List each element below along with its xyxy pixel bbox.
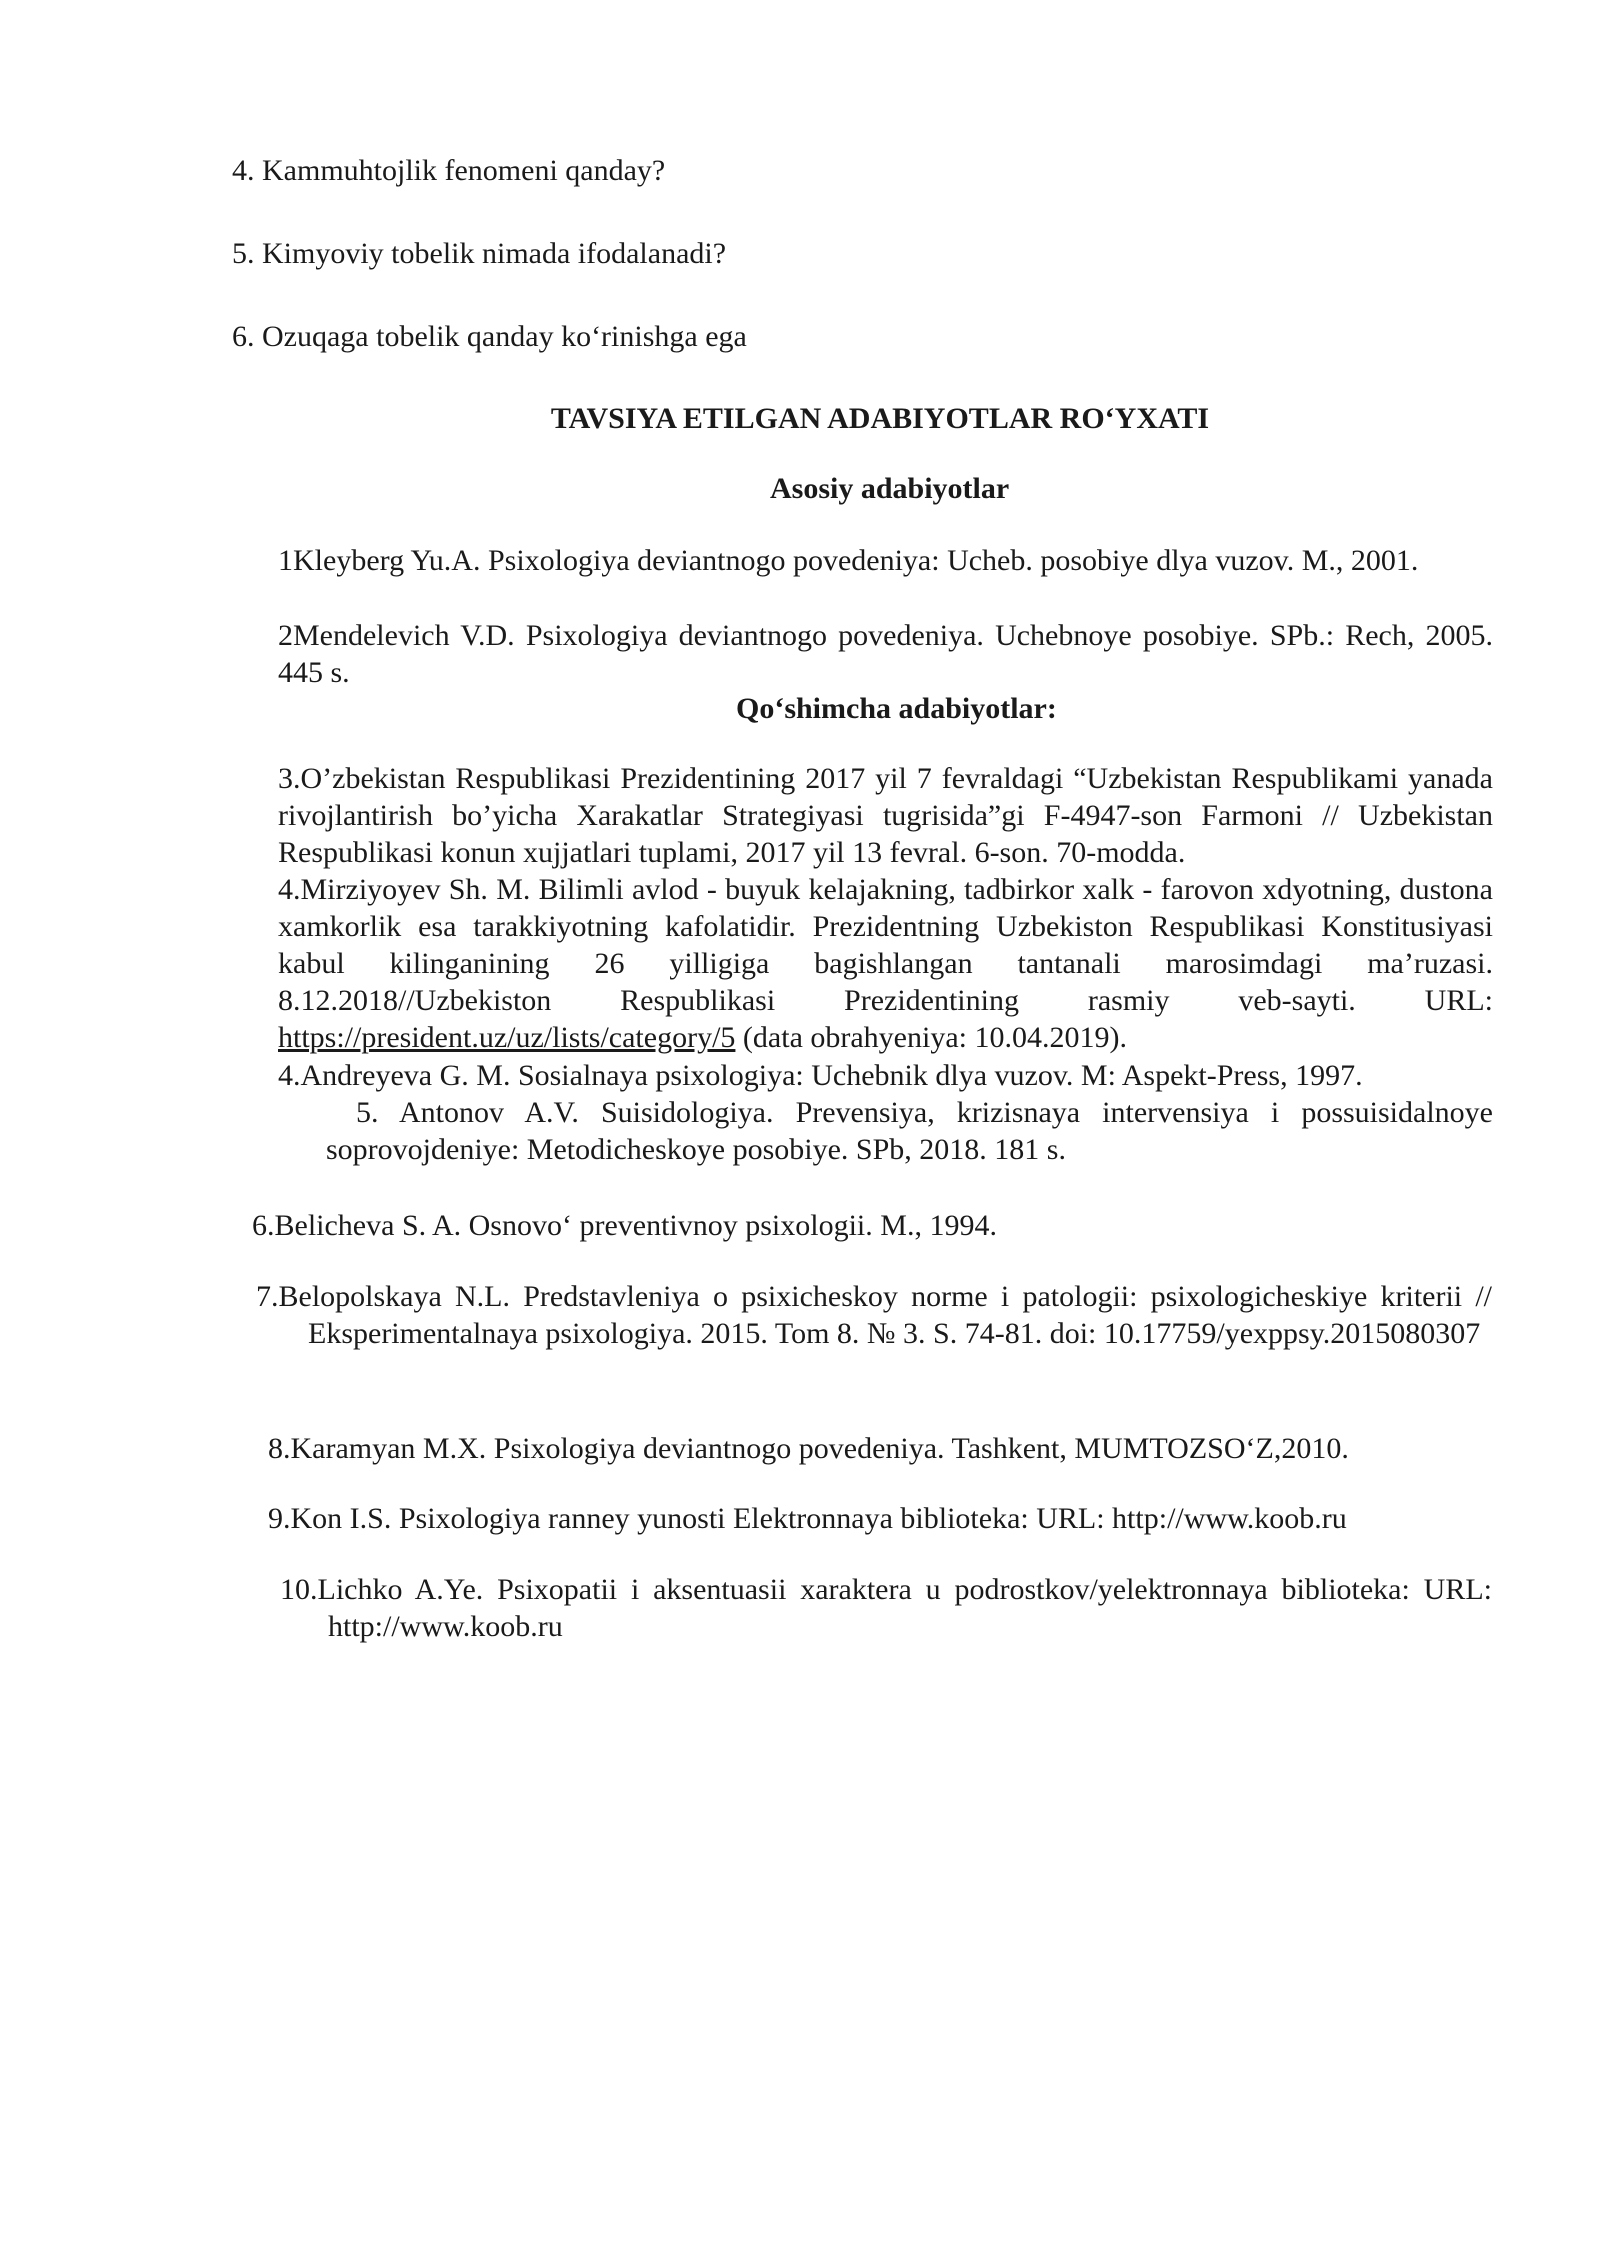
reference-4-andreyeva: 4.Andreyeva G. M. Sosialnaya psixologiya: Uchebnik dlya vuzov. M: Aspekt-Press, 1997. xyxy=(278,1059,1363,1092)
president-website-link[interactable]: https://president.uz/uz/lists/category/5 xyxy=(278,1021,736,1054)
reference-4-access-date: (data obrahyeniya: 10.04.2019). xyxy=(735,1021,1127,1054)
reference-3: 3.O’zbekistan Respublikasi Prezidentining 2017 yil 7 fevraldagi “Uzbekistan Respublikami yanada rivojlantirish bo’yicha Xarakatlar Strategiyasi tugrisida”gi F-4947-son Farmoni // Uzbekistan Respublikasi konun xujjatlari tuplami, 2017 yil 13 fevral. 6-son. 70-modda. xyxy=(278,762,1493,869)
reference-4-mirziyoyev xyxy=(278,871,1493,1056)
additional-literature-heading: Qo‘shimcha adabiyotlar: xyxy=(736,692,1057,725)
reference-2: 2Mendelevich V.D. Psixologiya deviantnogo povedeniya. Uchebnoye posobiye. SPb.: Rech, 2005. 445 s. xyxy=(278,619,1493,689)
reference-9: 9.Kon I.S. Psixologiya ranney yunosti Elektronnaya biblioteka: URL: http://www.koob.ru xyxy=(268,1502,1347,1535)
reference-4-text: 4.Mirziyoyev Sh. M. Bilimli avlod - buyuk kelajakning, tadbirkor xalk - farovon xdyotning, dustona xamkorlik esa tarakkiyotning kafolatidir. Prezidentning Uzbekiston Respublikasi Konstitusiyasi kabul kilinganining 26 yilligiga bagishlangan tantanali marosimdagi ma’ruzasi. 8.12.2018//Uzbekiston Respublikasi Prezidentining rasmiy veb-sayti. URL: xyxy=(278,873,1493,1017)
reference-6: 6.Belicheva S. A. Osnovo‘ preventivnoy psixologii. M., 1994. xyxy=(252,1209,997,1242)
recommended-literature-heading: TAVSIYA ETILGAN ADABIYOTLAR RO‘YXATI xyxy=(550,402,1210,435)
primary-literature-heading: Asosiy adabiyotlar xyxy=(770,472,1010,505)
reference-7: 7.Belopolskaya N.L. Predstavleniya o psixicheskoy norme i patologii: psixologicheskiye kriterii // Eksperimentalnaya psixologiya. 2015. Tom 8. № 3. S. 74-81. doi: 10.17759/yexppsy.2015080307 xyxy=(256,1280,1492,1350)
reference-5: 5. Antonov A.V. Suisidologiya. Prevensiya, krizisnaya intervensiya i possuisidalnoye soprovojdeniye: Metodicheskoye posobiye. SPb, 2018. 181 s. xyxy=(326,1096,1493,1166)
question-5: 5. Kimyoviy tobelik nimada ifodalanadi? xyxy=(232,237,727,270)
reference-10: 10.Lichko A.Ye. Psixopatii i aksentuasii xaraktera u podrostkov/yelektronnaya biblioteka: URL: http://www.koob.ru xyxy=(280,1573,1492,1643)
reference-8: 8.Karamyan M.X. Psixologiya deviantnogo povedeniya. Tashkent, MUMTOZSO‘Z,2010. xyxy=(268,1432,1349,1465)
reference-1: 1Kleyberg Yu.A. Psixologiya deviantnogo povedeniya: Ucheb. posobiye dlya vuzov. M., 2001. xyxy=(278,544,1419,577)
question-4: 4. Kammuhtojlik fenomeni qanday? xyxy=(232,154,666,187)
question-6: 6. Ozuqaga tobelik qanday ko‘rinishga ega xyxy=(232,320,747,353)
